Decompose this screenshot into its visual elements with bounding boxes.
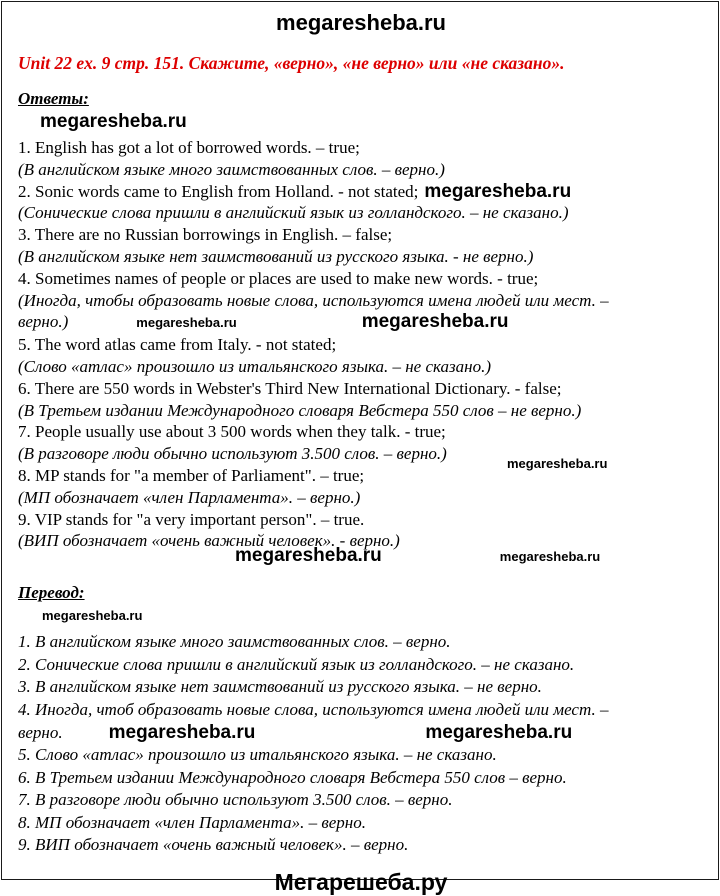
watermark: megaresheba.ru (361, 311, 509, 333)
answer-ru-line: (В английском языке нет заимствований из русского языка. - не верно.) (18, 246, 534, 266)
answers-label: Ответы: (18, 89, 89, 108)
answer-item (18, 181, 704, 225)
answer-en-line: 3. There are no Russian borrowings in English. – false; (18, 225, 393, 245)
answer-ru-line (18, 443, 704, 472)
translations-list (18, 631, 704, 857)
footer-site-name: Мегарешеба.ру (274, 869, 448, 896)
watermark: megaresheba.ru (499, 549, 601, 565)
answer-item (18, 378, 704, 422)
translation-line: 6. В Третьем издании Международного словаря Вебстера 550 слов – верно. (18, 767, 567, 787)
answer-ru-text: верно.) (18, 312, 69, 332)
watermark: megaresheba.ru (425, 721, 573, 743)
answer-ru-line: (Сонические слова пришли в английский язык из голландского. – не сказано.) (18, 203, 569, 223)
watermark: megaresheba.ru (424, 180, 572, 202)
translation-text: верно. (18, 722, 63, 742)
answer-en-line: 9. VIP stands for "a very important person". – true. (18, 509, 365, 529)
answer-en-line: 8. MP stands for "a member of Parliament". – true; (18, 465, 365, 485)
answer-item (18, 268, 704, 334)
translation-line: 2. Сонические слова пришли в английский язык из голландского. – не сказано. (18, 654, 575, 674)
answer-en-line: 6. There are 550 words in Webster's Third New International Dictionary. - false; (18, 378, 562, 398)
watermark: megaresheba.ru (235, 545, 382, 567)
watermark-row (42, 605, 704, 627)
answer-item (18, 137, 704, 181)
answer-ru-text: (В разговоре люди обычно используют 3.500 слов. – верно.) (18, 444, 447, 464)
watermark-row (40, 111, 704, 134)
translation-continuation (18, 722, 704, 745)
translation-line: 8. МП обозначает «член Парламента». – верно. (18, 812, 366, 832)
translation-line: 9. ВИП обозначает «очень важный человек». – верно. (18, 835, 409, 855)
answer-item (18, 421, 704, 472)
document-page (1, 1, 719, 896)
answer-item (18, 334, 704, 378)
watermark: megaresheba.ru (42, 608, 143, 624)
watermark: megaresheba.ru (40, 111, 187, 132)
answer-ru-continuation (18, 311, 704, 334)
answer-ru-line: (Иногда, чтобы образовать новые слова, используются имена людей или мест. – (18, 290, 609, 310)
translation-line: 4. Иногда, чтоб образовать новые слова, используются имена людей или мест. – (18, 699, 609, 719)
answer-en-text: 2. Sonic words came to English from Holland. - not stated; (18, 181, 419, 201)
answer-en-line: 1. English has got a lot of borrowed words. – true; (18, 138, 360, 157)
answer-en-line (18, 181, 704, 203)
answer-item (18, 224, 704, 268)
answer-en-line: 4. Sometimes names of people or places are used to make new words. - true; (18, 268, 539, 288)
answer-en-line: 5. The word atlas came from Italy. - not stated; (18, 335, 337, 355)
site-title: megaresheba.ru (276, 10, 446, 35)
answer-ru-line: (В Третьем издании Международного словаря Вебстера 550 слов – не верно.) (18, 400, 582, 420)
translation-line: 1. В английском языке много заимствованных слов. – верно. (18, 632, 451, 652)
watermark: megaresheba.ru (507, 456, 608, 472)
watermark: megaresheba.ru (136, 315, 237, 331)
answer-en-line: 7. People usually use about 3 500 words when they talk. - true; (18, 422, 446, 442)
watermark: megaresheba.ru (108, 721, 256, 743)
translation-label: Перевод: (18, 583, 85, 603)
translation-line: 5. Слово «атлас» произошло из итальянского языка. – не сказано. (18, 745, 497, 765)
translation-line: 3. В английском языке нет заимствований из русского языка. – не верно. (18, 677, 542, 697)
watermark-row (235, 545, 704, 568)
answers-list (18, 137, 704, 552)
exercise-heading: Unit 22 ex. 9 стр. 151. Скажите, «верно», «не верно» или «не сказано». (18, 53, 565, 73)
answer-ru-line: (МП обозначает «член Парламента». – верно.) (18, 487, 361, 507)
translation-line: 7. В разговоре люди обычно используют 3.500 слов. – верно. (18, 790, 453, 810)
answer-ru-line: (ВИП обозначает «очень важный человек». - верно.) (18, 531, 400, 551)
answer-ru-line: (В английском языке много заимствованных слов. – верно.) (18, 159, 445, 179)
answer-ru-line: (Слово «атлас» произошло из итальянского языка. – не сказано.) (18, 356, 492, 376)
